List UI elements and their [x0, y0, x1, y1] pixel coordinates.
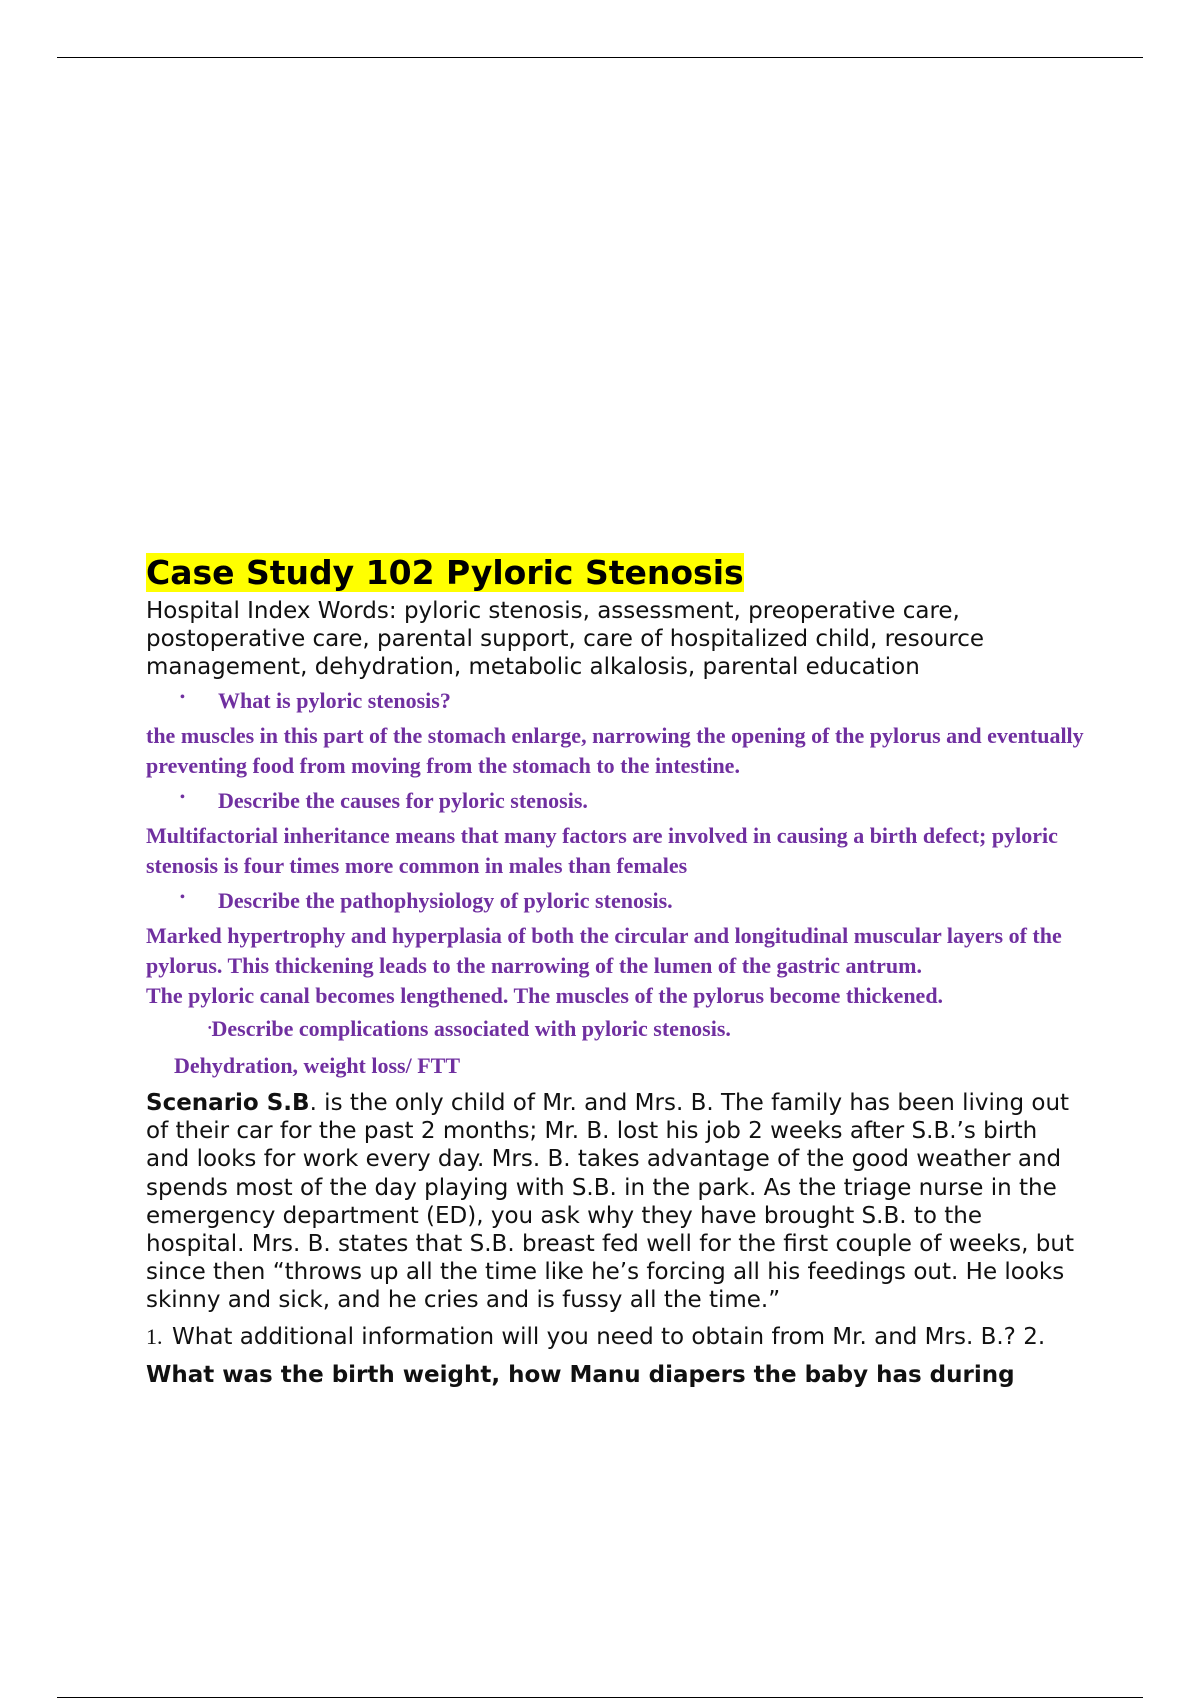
question-text: Describe the pathophysiology of pyloric stenosis. — [218, 888, 673, 913]
question-item — [146, 887, 1086, 915]
footer-rule — [57, 1697, 1143, 1698]
bullet-icon: • — [180, 690, 185, 705]
question-item — [146, 787, 1086, 815]
scenario-label: Scenario S.B — [146, 1090, 310, 1116]
answer-text: Marked hypertrophy and hyperplasia of both the circular and longitudinal muscular layers of the pylorus. This thickening leads to the narrowing of the lumen of the gastric antrum. — [146, 923, 1062, 978]
numbered-question-text: What additional information will you need to obtain from Mr. and Mrs. B.? 2. — [172, 1323, 1046, 1350]
numbered-question — [146, 1323, 1086, 1351]
question-item — [146, 1015, 1086, 1043]
answer-text: Dehydration, weight loss/ FTT — [174, 1053, 461, 1078]
answer-text: the muscles in this part of the stomach enlarge, narrowing the opening of the pylorus and eventually preventing food from moving from the stomach to the intestine. — [146, 723, 1084, 778]
scenario-text: . is the only child of Mr. and Mrs. B. The family has been living out of their car for the past 2 months; Mr. B. lost his job 2 weeks after S.B.’s birth and looks for work every day. Mrs. B. takes advantage of the good weather and spends most of the day playing with S.B. in the park. As the triage nurse in the emergency department (ED), you ask why they have brought S.B. to the hospital. Mrs. B. states that S.B. breast fed well for the first couple of weeks, but since then “throws up all the time like he’s forcing all his feedings out. He looks skinny and sick, and he cries and is fussy all the time.” — [146, 1090, 1074, 1314]
scenario-paragraph — [146, 1089, 1086, 1315]
question-text: Describe the causes for pyloric stenosis. — [218, 788, 588, 813]
bullet-icon: • — [180, 790, 185, 805]
header-rule — [57, 57, 1143, 58]
document-content — [146, 551, 1086, 1389]
bullet-icon: • — [208, 1023, 212, 1034]
question-text: Describe complications associated with pyloric stenosis. — [211, 1016, 731, 1041]
hospital-index-words: Hospital Index Words: pyloric stenosis, assessment, preoperative care, postoperative care, parental support, care of hospitalized child, resource management, dehydration, metabolic alkalosis, parental education — [146, 598, 985, 680]
question-item — [146, 687, 1086, 715]
question-number: 1. — [146, 1323, 163, 1349]
document-title: Case Study 102 Pyloric Stenosis — [146, 553, 744, 592]
bold-answer-text: What was the birth weight, how Manu diapers the baby has during — [146, 1361, 1015, 1388]
answer-text: The pyloric canal becomes lengthened. The muscles of the pylorus become thickened. — [146, 983, 944, 1008]
question-text: What is pyloric stenosis? — [218, 688, 451, 713]
bullet-icon: • — [180, 890, 185, 905]
answer-text: Multifactorial inheritance means that many factors are involved in causing a birth defect; pyloric stenosis is four times more common in males than females — [146, 823, 1058, 878]
